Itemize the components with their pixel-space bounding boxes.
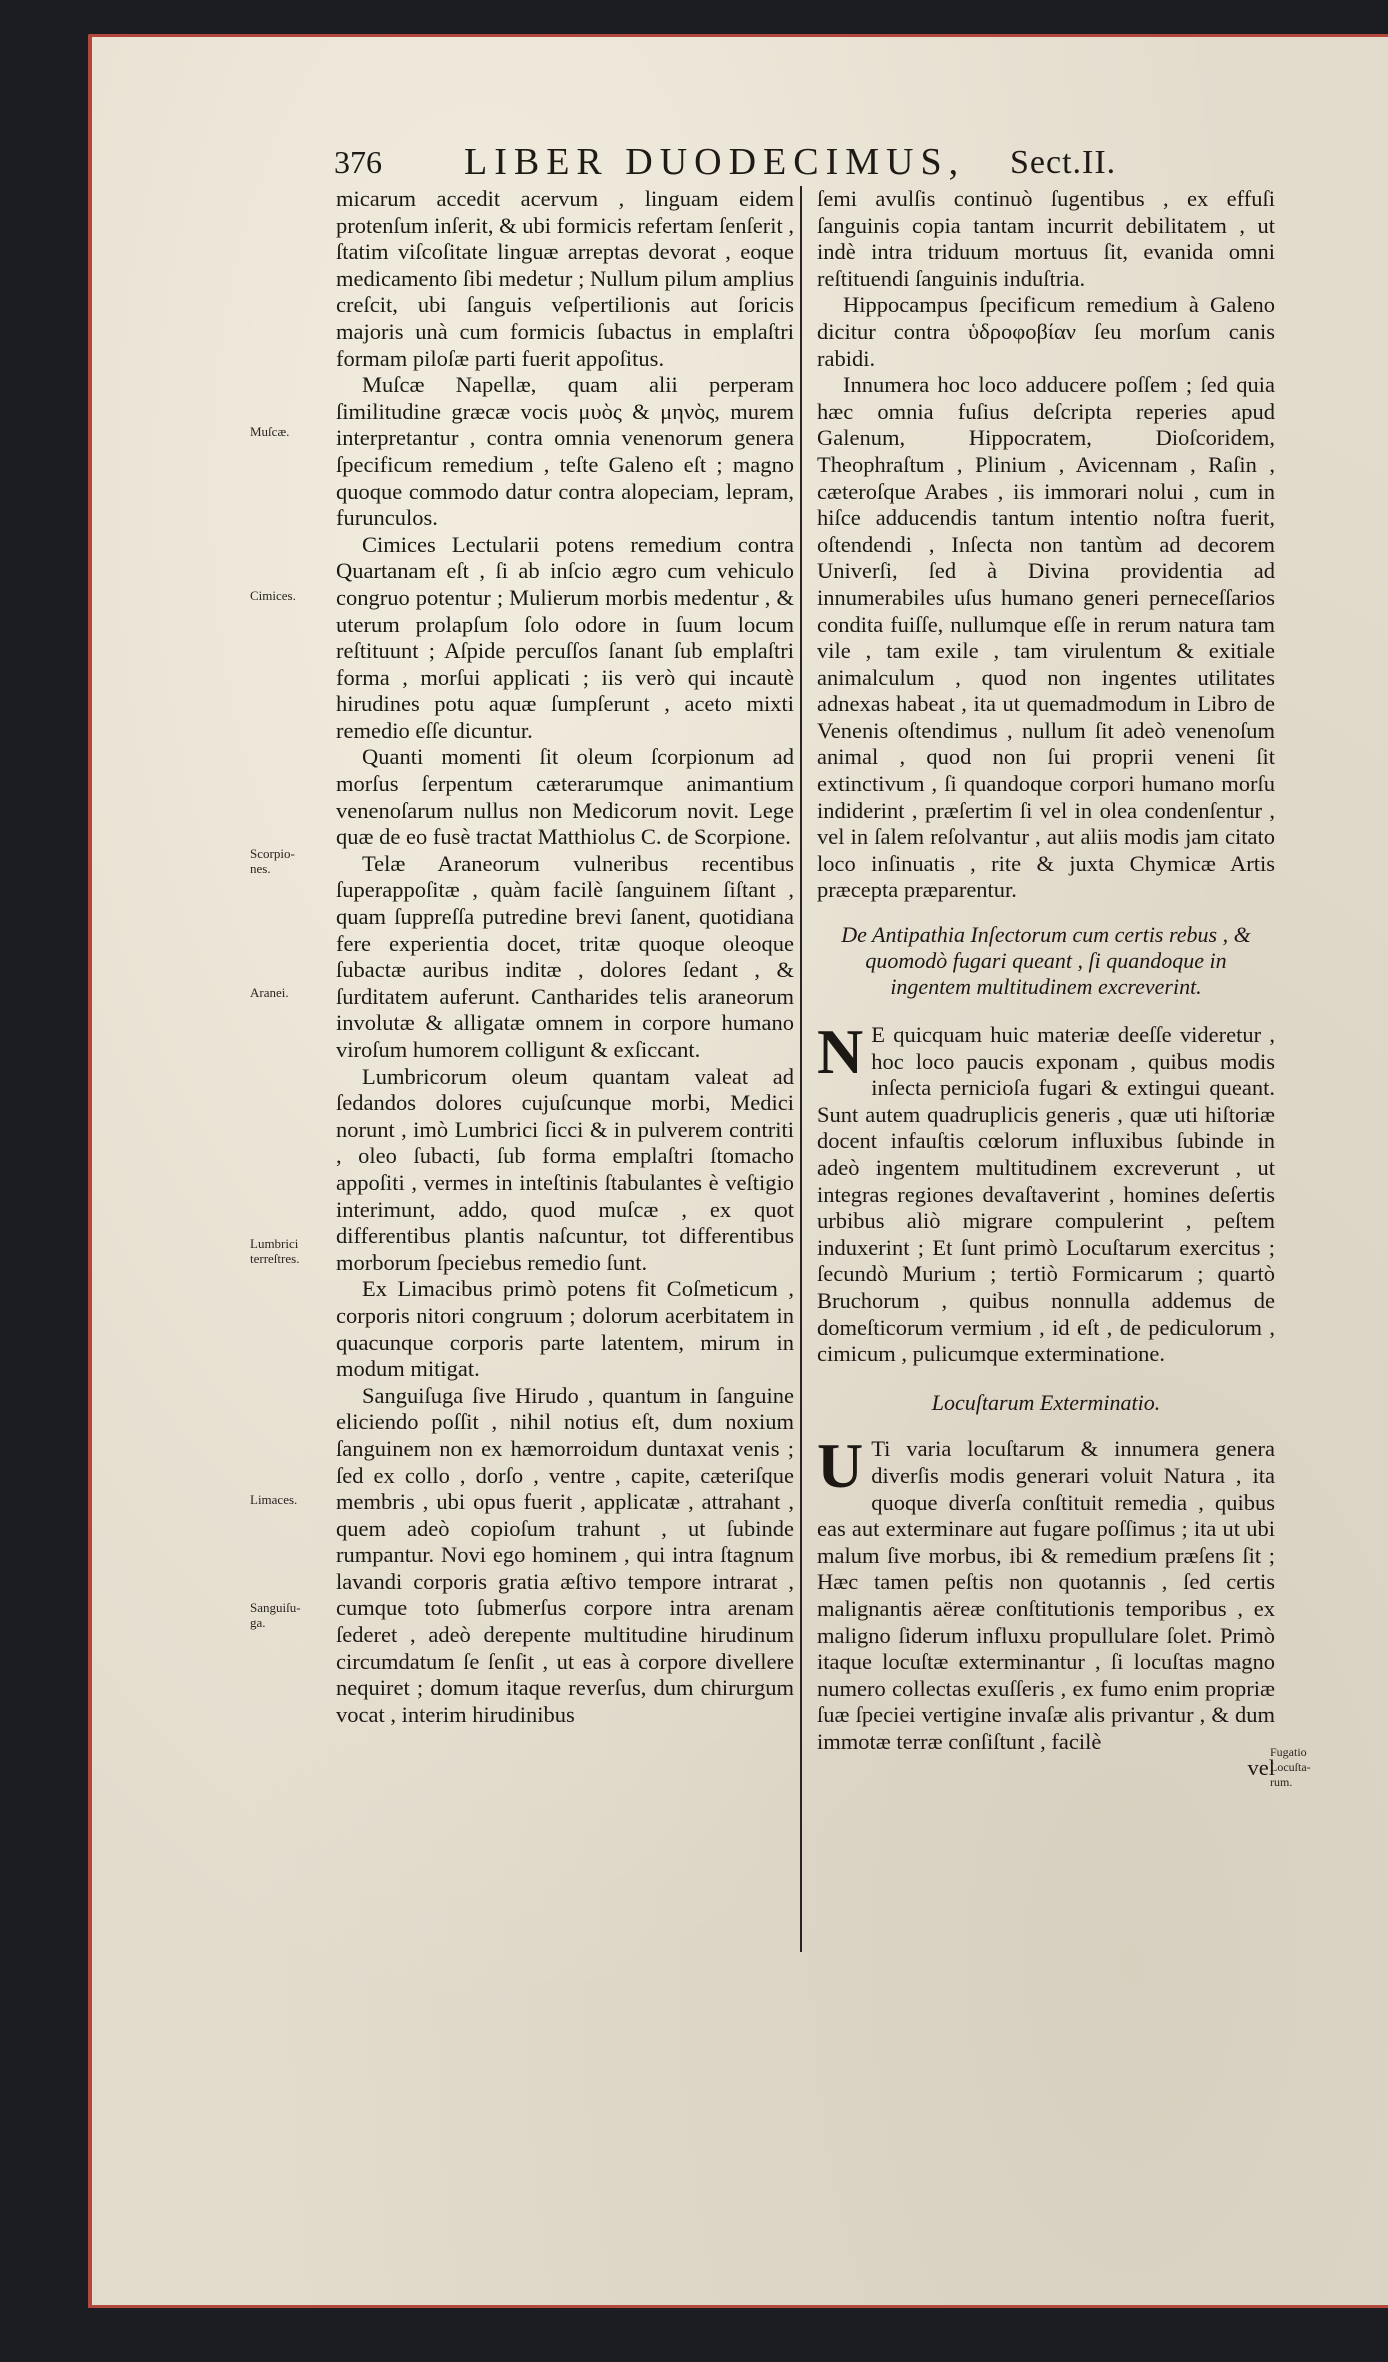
paragraph: Sanguiſuga ſive Hirudo , quantum in ſanguine eliciendo poſſit , nihil notius eſt, dum noxium ſanguinem non ex hæmorroidum duntaxat venis ; ſed ex collo , dorſo , ventre , capite, cæteriſque membris , ubi opus fuerit , applicatæ , attrahant , quem adeò copioſum trahunt , ut ſubinde rumpantur. Novi ego hominem , qui intra ſtagnum lavandi corporis gratia æſtivo tempore intrarat , cumque toto ſubmerſus corpore intra arenam ſederet , adeò derepente multitudine hirudinum circumdatum ſe ſenſit , ut eas à corpore divellere nequiret ; domum itaque reverſus, dum chirurgum vocat , interim hirudinibus (336, 1382, 794, 1727)
left-column (336, 186, 794, 1728)
paragraph: Hippocampus ſpecificum remedium à Galeno dicitur contra ὑδροφοβίαν ſeu morſum canis rabidi. (817, 292, 1275, 371)
paragraph: Innumera hoc loco adducere poſſem ; ſed quia hæc omnia fuſius deſcripta reperies apud Galenum, Hippocratem, Dioſcoridem, Theophraſtum , Plinium , Avicennam , Raſin , cæteroſque Arabes , iis immorari nolui , cum in hiſce adducendis tantum intentio noſtra fuerit, oſtendendi , Inſecta non tantùm ad decorem Univerſi, ſed à Divina providentia ad innumerabiles uſus humano generi perneceſſarios condita fuiſſe, nullumque eſſe in rerum natura tam vile , tam exile , tam virulentum & exitiale animalculum , quod non ingentes utilitates adnexas habeat , ita ut quemadmodum in Libro de Venenis oſtendimus , nullum ſit adeò venenoſum animal , quod non ſui proprii veneni ſit extinctivum , ſi quandoque corpori humano morſu indiderint , præſertim ſi vel in olea condenſentur , vel in ſalem reſolvantur , aut aliis modis jam citato loco inſinuatis , rite & juxta Chymicæ Artis præcepta præparentur. (817, 372, 1275, 903)
column-rule (800, 186, 802, 1952)
margin-note-muscae: Muſcæ. (250, 424, 290, 439)
margin-note-lumbrici: Lumbrici terreſtres. (250, 1236, 300, 1266)
section-heading: De Antipathia Inſectorum cum certis rebus , & quomodò fugari queant , ſi quandoque in ingentem multitudinem excreverint. (841, 922, 1251, 1000)
paragraph: ſemi avulſis continuò ſugentibus , ex effuſi ſanguinis copia tantam incurrit debilitatem , ut indè intra triduum mortuus ſit, evanida omni reſtituendi ſanguinis induſtria. (817, 186, 1275, 291)
margin-note-aranei: Aranei. (250, 985, 289, 1000)
margin-note-fugatio-locustarum: Fugatio Locuſta-rum. (1270, 1745, 1311, 1789)
paragraph-text: Ti varia locuſtarum & innumera genera diverſis modis generari voluit Natura , ita quoque diverſa conſtituit remedia , quibus eas aut exterminare aut fugare poſſimus ; ita ut ubi malum ſive morbus, ibi & remedium præſens ſit ; Hæc tamen peſtis non quotannis , ſed certis malignantis aëreæ conſtitutionis temporibus , ex maligno ſiderum influxu propullulare ſolet. Primò itaque locuſtæ exterminantur , ſi locuſtas magno numero collectas exuſſeris , ex fumo enim propriæ ſuæ ſpeciei vertigine invaſæ alis privantur , & dum immotæ terræ conſiſtunt , facilè (817, 1436, 1275, 1754)
margin-note-cimices: Cimices. (250, 588, 296, 603)
subsection-heading: Locuſtarum Exterminatio. (931, 1389, 1161, 1415)
page-number: 376 (334, 144, 382, 180)
paragraph: Muſcæ Napellæ, quam alii perperam ſimilitudine græcæ vocis μυὸς & μηνὸς, murem interpretantur , contra omnia venenorum genera ſpecificum remedium , teſte Galeno eſt ; magno quoque commodo datur contra alopeciam, lepram, furunculos. (336, 372, 794, 531)
paragraph: Quanti momenti ſit oleum ſcorpionum ad morſus ſerpentum cæterarumque animantium venenoſarum nullus non Medicorum novit. Lege quæ de eo fusè tractat Matthiolus C. de Scorpione. (336, 744, 794, 850)
margin-note-scorpiones: Scorpio-nes. (250, 846, 295, 876)
paragraph: Telæ Araneorum vulneribus recentibus ſuperappoſitæ , quàm facilè ſanguinem ſiſtant , quam ſuppreſſa putredine brevi ſanent, quotidiana fere experientia docet, tritæ quoque oleoque ſubactæ auribus inditæ , dolores ſedant , & ſurditatem auferunt. Cantharides telis araneorum involutæ & alligatæ omnem in corpore humano viroſum humorem colligunt & exſiccant. (336, 850, 794, 1062)
drop-cap: N (817, 1016, 864, 1088)
paragraph: micarum accedit acervum , linguam eidem protenſum inſerit, & ubi formicis refertam ſenſerit , ſtatim viſcoſitate linguæ arreptas devorat , eoque medicamento ſibi medetur ; Nullum pilum amplius creſcit, ubi ſanguis veſpertilionis aut ſoricis majoris unà cum formicis ſubactus in emplaſtri formam piloſæ parti fuerit appoſitus. (336, 186, 794, 371)
paragraph: Ex Limacibus primò potens fit Coſmeticum , corporis nitori congruum ; dolorum acerbitatem in quacunque corporis parte latentem, mirum in modum mitigat. (336, 1276, 794, 1382)
subsection-paragraph (817, 1430, 1275, 1755)
margin-note-limaces: Limaces. (250, 1492, 298, 1507)
page-header (334, 138, 1194, 182)
right-column (817, 186, 1275, 1782)
margin-note-sanguisuga: Sanguiſu-ga. (250, 1600, 301, 1630)
paragraph: Cimices Lectularii potens remedium contra Quartanam eſt , ſi ab inſcio ægro cum vehiculo congruo potentur ; Mulierum morbis medentur , & uterum prolapſum ſolo odore in ſuum locum reſtituunt ; Aſpide percuſſos ſanant ſub emplaſtri forma , morſui applicati ; iis verò qui incautè hirudines potu aquæ ſumpſerunt , aceto mixti remedio eſſe dicuntur. (336, 531, 794, 743)
catchword: vel (1247, 1755, 1275, 1781)
paragraph-text: E quicquam huic materiæ deeſſe videretur , hoc loco paucis exponam , quibus modis inſecta pernicioſa fugari & extingui queant. Sunt autem quadruplicis generis , quæ uti hiſtoriæ docent infauſtis cœlorum influxibus ſubinde in adeò ingentem multitudinem excreverunt , ut integras regiones devaſtaverint , homines deſertis urbibus aliò migrare compulerint , peſtem induxerint ; Et ſunt primò Locuſtarum exercitus ; ſecundò Murium ; tertiò Formicarum ; quartò Bruchorum , quibus nonnulla addemus de domeſticorum vermium , id eſt , de pediculorum , cimicum , pulicumque exterminatione. (817, 1022, 1275, 1367)
section-paragraph (817, 1016, 1275, 1368)
drop-cap: U (817, 1430, 864, 1502)
running-section: Sect.II. (1010, 144, 1117, 181)
running-title: LIBER DUODECIMUS, (464, 141, 966, 183)
paragraph: Lumbricorum oleum quantam valeat ad ſedandos dolores cujuſcunque morbi, Medici norunt , imò Lumbrici ſicci & in pulverem contriti , oleo ſubacti, ſub forma emplaſtri ſtomacho appoſiti , vermes in inteſtinis ſtabulantes è veſtigio interimunt, addo, quod muſcæ , ex quot differentibus plantis naſcuntur, tot differentibus morborum ſpeciebus remedio ſunt. (336, 1063, 794, 1275)
